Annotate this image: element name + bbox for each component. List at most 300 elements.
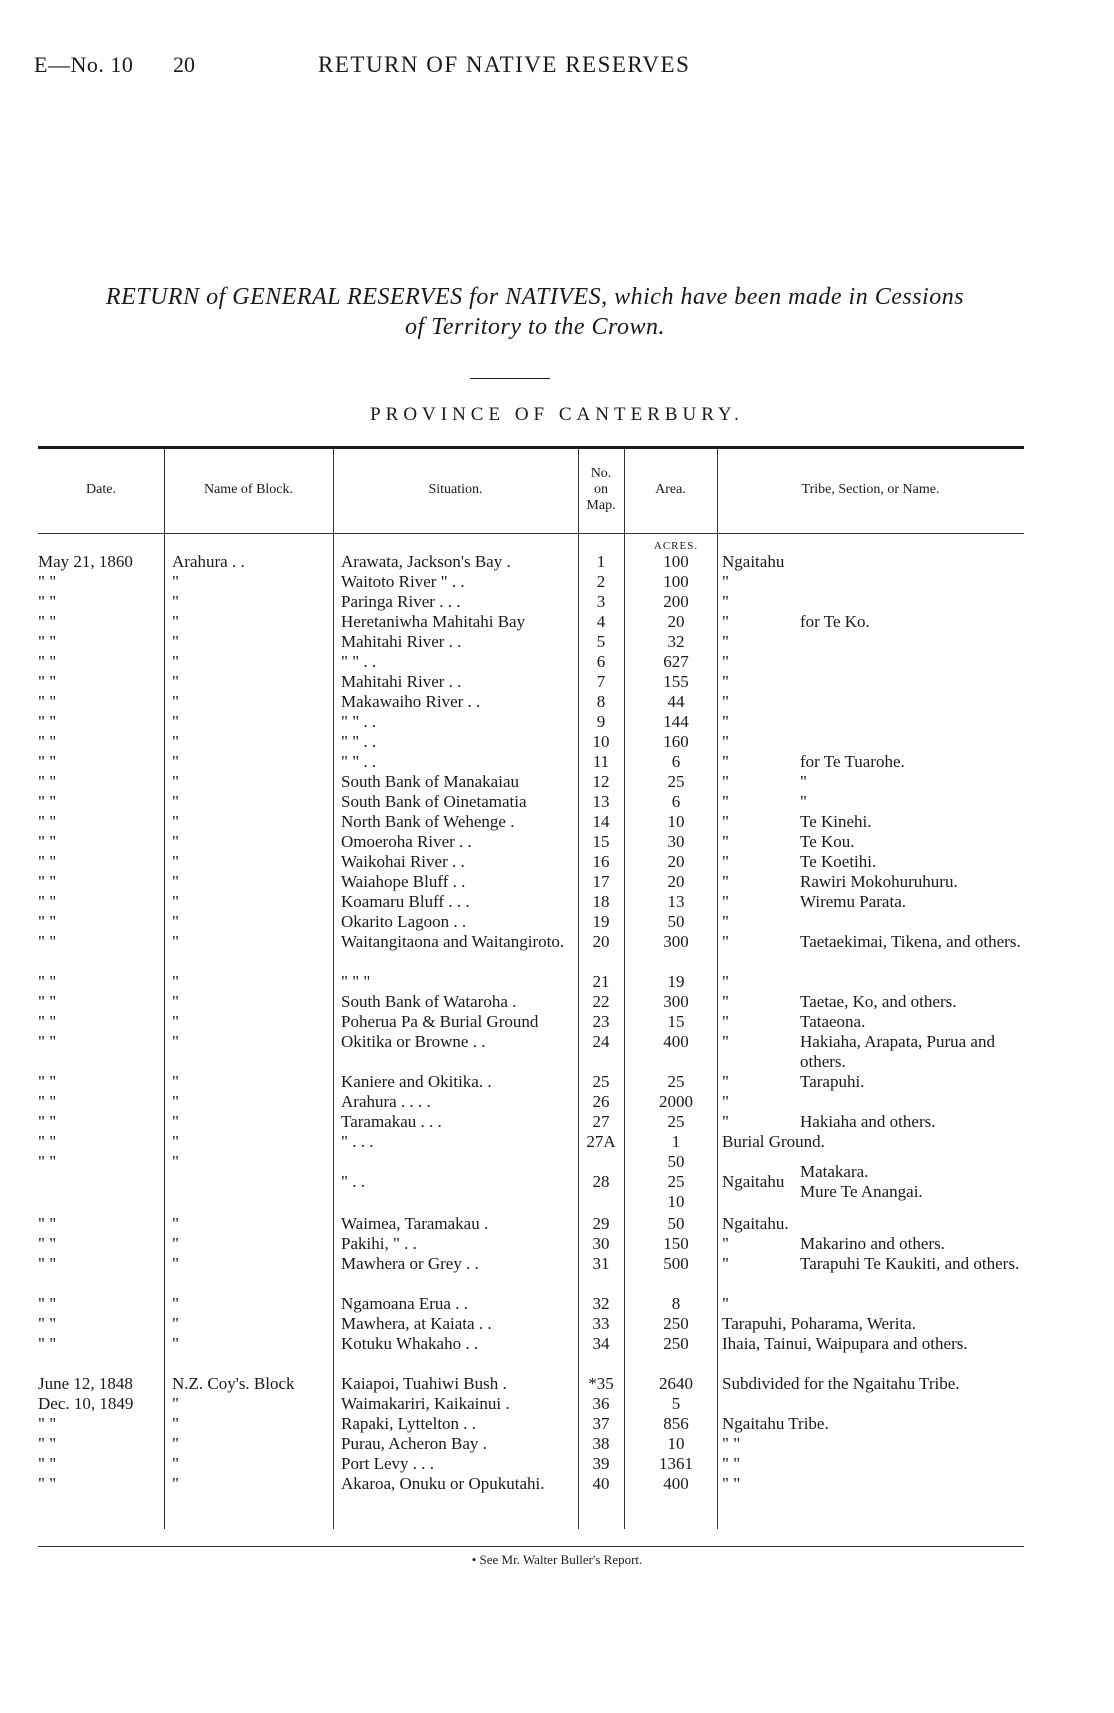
- cell-area: 8: [671, 1294, 681, 1313]
- table-row: [0, 632, 1114, 652]
- cell-block: ": [172, 1092, 179, 1111]
- cell-block: ": [172, 1414, 179, 1433]
- cell-situation: Waitoto River " . .: [341, 572, 465, 591]
- cell-situation: Makawaiho River . .: [341, 692, 481, 711]
- cell-map-number: 29: [592, 1214, 610, 1233]
- table-row: [0, 1414, 1114, 1434]
- cell-situation: " " . .: [341, 652, 377, 671]
- cell-date: " ": [38, 1314, 57, 1333]
- cell-situation: Poherua Pa & Burial Ground: [341, 1012, 539, 1031]
- cell-situation: Paringa River . . .: [341, 592, 461, 611]
- cell-situation: Koamaru Bluff . . .: [341, 892, 470, 911]
- cell-date: " ": [38, 1214, 57, 1233]
- cell-tribe: ": [722, 672, 729, 691]
- cell-block: ": [172, 832, 179, 851]
- cell-block: ": [172, 672, 179, 691]
- cell-tribe: ": [722, 732, 729, 751]
- cell-date: " ": [38, 1294, 57, 1313]
- cell-tribe: ": [722, 1234, 729, 1253]
- cell-situation: Mawhera, at Kaiata . .: [341, 1314, 492, 1333]
- cell-area: 50: [667, 912, 685, 931]
- cell-area: 2000: [659, 1092, 693, 1111]
- cell-tribe: ": [722, 572, 729, 591]
- cell-section-name: Makarino and others.: [800, 1234, 945, 1253]
- cell-map-number: 40: [592, 1474, 610, 1493]
- cell-tribe: ": [722, 832, 729, 851]
- cell-area: 100: [663, 552, 689, 571]
- cell-situation: South Bank of Manakaiau: [341, 772, 519, 791]
- cell-map-number: 22: [592, 992, 610, 1011]
- cell-area: 627: [663, 652, 689, 671]
- cell-block: ": [172, 1012, 179, 1031]
- cell-situation: Pakihi, " . .: [341, 1234, 417, 1253]
- cell-area: 400: [663, 1032, 689, 1051]
- table-row: [0, 1474, 1114, 1514]
- footnote: • See Mr. Walter Buller's Report.: [471, 1552, 643, 1567]
- table-row: [0, 1294, 1114, 1314]
- cell-situation: Kaniere and Okitika. .: [341, 1072, 492, 1091]
- cell-date: " ": [38, 632, 57, 651]
- cell-block: ": [172, 692, 179, 711]
- table-row: [0, 1112, 1114, 1132]
- cell-section-name: Tataeona.: [800, 1012, 866, 1031]
- cell-area: 500: [663, 1254, 689, 1273]
- running-title: RETURN OF NATIVE RESERVES: [318, 52, 691, 77]
- cell-situation: Port Levy . . .: [341, 1454, 435, 1473]
- cell-area: 25: [667, 1112, 685, 1131]
- cell-situation: Mahitahi River . .: [341, 672, 462, 691]
- cell-map-number: 32: [592, 1294, 610, 1313]
- cell-tribe: ": [722, 712, 729, 731]
- cell-area: 20: [667, 612, 685, 631]
- cell-date: " ": [38, 1112, 57, 1131]
- cell-date: " ": [38, 812, 57, 831]
- document-title-line-1: RETURN of GENERAL RESERVES for NATIVES, which have been made in Cessions: [105, 284, 965, 310]
- cell-area: 20: [667, 872, 685, 891]
- cell-date: " ": [38, 712, 57, 731]
- cell-block: ": [172, 1474, 179, 1493]
- cell-date: " ": [38, 792, 57, 811]
- cell-block: ": [172, 1214, 179, 1233]
- cell-block: ": [172, 712, 179, 731]
- cell-situation: Heretaniwha Mahitahi Bay: [341, 612, 526, 631]
- cell-tribe: Ngaitahu: [722, 1172, 785, 1191]
- title-divider: [470, 378, 550, 379]
- cell-situation: Rapaki, Lyttelton . .: [341, 1414, 477, 1433]
- cell-tribe: ": [722, 1092, 729, 1111]
- cell-map-number: 4: [596, 612, 606, 631]
- table-row: [0, 912, 1114, 932]
- cell-area: 144: [663, 712, 689, 731]
- cell-date: " ": [38, 892, 57, 911]
- cell-situation: Okarito Lagoon . .: [341, 912, 467, 931]
- cell-area: 6: [671, 752, 681, 771]
- table-row: [0, 1374, 1114, 1394]
- table-row: [0, 1092, 1114, 1112]
- cell-date: " ": [38, 912, 57, 931]
- cell-map-number: 17: [592, 872, 610, 891]
- cell-situation: " " . .: [341, 732, 377, 751]
- cell-map-number: *35: [588, 1374, 614, 1393]
- header-map-line-3: Map.: [586, 498, 616, 513]
- cell-block: ": [172, 752, 179, 771]
- cell-tribe: Burial Ground.: [722, 1132, 825, 1151]
- cell-section-name: Wiremu Parata.: [800, 892, 906, 911]
- cell-map-number: 5: [596, 632, 606, 651]
- cell-map-number: 3: [596, 592, 606, 611]
- cell-map-number: 25: [592, 1072, 610, 1091]
- cell-block: ": [172, 1434, 179, 1453]
- table-row: " " " " . . 28 50 25 10 Ngaitahu Matakara. Mure Te Anangai.: [0, 1152, 1114, 1212]
- cell-date: " ": [38, 852, 57, 871]
- cell-date: " ": [38, 1414, 57, 1433]
- cell-block: ": [172, 852, 179, 871]
- cell-block: ": [172, 772, 179, 791]
- cell-situation: " . . .: [341, 1132, 374, 1151]
- header-tribe: Tribe, Section, or Name.: [801, 482, 940, 497]
- header-map-number: [578, 466, 624, 514]
- cell-section-name: Taetae, Ko, and others.: [800, 992, 957, 1011]
- table-row: [0, 652, 1114, 672]
- cell-tribe: ": [722, 752, 729, 771]
- cell-tribe: ": [722, 652, 729, 671]
- cell-map-number: 34: [592, 1334, 610, 1353]
- cell-section-name: Te Koetihi.: [800, 852, 877, 871]
- cell-map-number: 28: [592, 1172, 610, 1191]
- cell-section-name: for Te Tuarohe.: [800, 752, 905, 771]
- cell-date: " ": [38, 1474, 57, 1493]
- cell-area: 155: [663, 672, 689, 691]
- table-row: [0, 1234, 1114, 1254]
- cell-situation: Arahura . . . .: [341, 1092, 431, 1111]
- table-row: [0, 1072, 1114, 1092]
- cell-area: 25: [667, 772, 685, 791]
- table-row: [0, 552, 1114, 572]
- cell-tribe: " ": [722, 1474, 741, 1493]
- cell-date: " ": [38, 992, 57, 1011]
- cell-tribe: Tarapuhi, Poharama, Werita.: [722, 1314, 916, 1333]
- cell-block: ": [172, 1334, 179, 1353]
- cell-tribe: ": [722, 632, 729, 651]
- table-row: [0, 1132, 1114, 1152]
- table-row: [0, 992, 1114, 1012]
- cell-situation: Taramakau . . .: [341, 1112, 442, 1131]
- cell-tribe: Ngaitahu: [722, 552, 785, 571]
- cell-area: 200: [663, 592, 689, 611]
- cell-map-number: 13: [592, 792, 610, 811]
- cell-map-number: 7: [596, 672, 606, 691]
- cell-block: ": [172, 1314, 179, 1333]
- cell-date: " ": [38, 1152, 57, 1171]
- cell-block: ": [172, 1072, 179, 1091]
- document-title: [30, 282, 1040, 342]
- cell-area: 250: [663, 1334, 689, 1353]
- cell-block: ": [172, 812, 179, 831]
- table-row: [0, 812, 1114, 832]
- cell-date: " ": [38, 572, 57, 591]
- cell-block: ": [172, 992, 179, 1011]
- cell-date: " ": [38, 1032, 57, 1051]
- header-situation: Situation.: [428, 482, 483, 497]
- province-heading: PROVINCE OF CANTERBURY.: [370, 404, 744, 425]
- cell-area: 10: [667, 1434, 685, 1453]
- cell-date: " ": [38, 1012, 57, 1031]
- cell-map-number: 38: [592, 1434, 610, 1453]
- cell-section-name: Tarapuhi Te Kaukiti, and others.: [800, 1254, 1020, 1273]
- cell-situation: " . .: [341, 1172, 365, 1191]
- cell-date: " ": [38, 672, 57, 691]
- cell-block: ": [172, 732, 179, 751]
- cell-map-number: 36: [592, 1394, 610, 1413]
- cell-area: 300: [663, 992, 689, 1011]
- cell-situation: North Bank of Wehenge .: [341, 812, 515, 831]
- running-head: [0, 52, 1114, 84]
- cell-map-number: 10: [592, 732, 610, 751]
- header-map-line-2: on: [594, 482, 608, 497]
- table-row: [0, 832, 1114, 852]
- series-number: E—No. 10: [34, 52, 134, 77]
- cell-block: ": [172, 892, 179, 911]
- cell-tribe: Subdivided for the Ngaitahu Tribe.: [722, 1374, 960, 1393]
- cell-tribe: ": [722, 992, 729, 1011]
- cell-tribe: Ngaitahu.: [722, 1214, 789, 1233]
- cell-map-number: 2: [596, 572, 606, 591]
- cell-map-number: 1: [596, 552, 606, 571]
- cell-date: " ": [38, 592, 57, 611]
- cell-map-number: 15: [592, 832, 610, 851]
- cell-tribe: ": [722, 1112, 729, 1131]
- cell-block: ": [172, 872, 179, 891]
- cell-tribe: ": [722, 612, 729, 631]
- header-map-line-1: No.: [590, 466, 612, 481]
- cell-situation: Akaroa, Onuku or Opukutahi.: [341, 1474, 545, 1493]
- cell-map-number: 23: [592, 1012, 610, 1031]
- cell-section-name: Hakiaha, Arapata, Purua and others.: [800, 1032, 995, 1071]
- table-row: [0, 972, 1114, 992]
- cell-block: ": [172, 792, 179, 811]
- cell-date: " ": [38, 1454, 57, 1473]
- table-row: [0, 592, 1114, 612]
- cell-tribe: ": [722, 932, 729, 951]
- cell-map-number: 26: [592, 1092, 610, 1111]
- cell-situation: Okitika or Browne . .: [341, 1032, 486, 1051]
- table-row: [0, 692, 1114, 712]
- cell-situation: " " . .: [341, 712, 377, 731]
- cell-date: " ": [38, 1132, 57, 1151]
- table-row: [0, 1454, 1114, 1474]
- cell-tribe: ": [722, 892, 729, 911]
- table-row: [0, 1434, 1114, 1454]
- cell-date: " ": [38, 872, 57, 891]
- cell-block: ": [172, 632, 179, 651]
- cell-area: 10: [667, 812, 685, 831]
- cell-date: " ": [38, 1234, 57, 1253]
- table-row: [0, 752, 1114, 772]
- cell-situation: Waiahope Bluff . .: [341, 872, 466, 891]
- cell-section-name: Tarapuhi.: [800, 1072, 865, 1091]
- table-row: [0, 1314, 1114, 1334]
- cell-situation: Mahitahi River . .: [341, 632, 462, 651]
- cell-area: 150: [663, 1234, 689, 1253]
- cell-area: 20: [667, 852, 685, 871]
- header-date: Date.: [86, 482, 116, 497]
- cell-situation: Waimakariri, Kaikainui .: [341, 1394, 510, 1413]
- cell-block: ": [172, 1112, 179, 1131]
- cell-tribe: " ": [722, 1454, 741, 1473]
- cell-tribe: Ngaitahu Tribe.: [722, 1414, 829, 1433]
- table-row: [0, 872, 1114, 892]
- cell-situation: " " ": [341, 972, 371, 991]
- cell-map-number: 14: [592, 812, 610, 831]
- table-row: [0, 892, 1114, 912]
- cell-tribe: ": [722, 1012, 729, 1031]
- cell-situation: " " . .: [341, 752, 377, 771]
- table-row: [0, 1254, 1114, 1294]
- cell-tribe: ": [722, 1072, 729, 1091]
- cell-area: 1361: [659, 1454, 693, 1473]
- cell-section-name: ": [800, 792, 807, 811]
- cell-tribe: ": [722, 692, 729, 711]
- cell-situation: Kaiapoi, Tuahiwi Bush .: [341, 1374, 507, 1393]
- table-header-rule: [38, 533, 1024, 534]
- cell-tribe: ": [722, 1254, 729, 1273]
- cell-situation: Kotuku Whakaho . .: [341, 1334, 479, 1353]
- cell-tribe: ": [722, 972, 729, 991]
- cell-section-name: Te Kinehi.: [800, 812, 872, 831]
- cell-area: 15: [667, 1012, 685, 1031]
- table-row: [0, 852, 1114, 872]
- header-block: Name of Block.: [203, 482, 294, 497]
- cell-section-name: Rawiri Mokohuruhuru.: [800, 872, 958, 891]
- cell-date: " ": [38, 972, 57, 991]
- cell-block: ": [172, 652, 179, 671]
- cell-date: " ": [38, 1072, 57, 1091]
- cell-block: ": [172, 1394, 179, 1413]
- cell-area: 856: [663, 1414, 689, 1433]
- cell-tribe: ": [722, 1294, 729, 1313]
- table-row: [0, 732, 1114, 752]
- cell-area: 50 25 10: [667, 1152, 685, 1211]
- cell-area: 250: [663, 1314, 689, 1333]
- table-row: [0, 672, 1114, 692]
- cell-area: 160: [663, 732, 689, 751]
- cell-map-number: 30: [592, 1234, 610, 1253]
- cell-tribe: ": [722, 812, 729, 831]
- cell-area: 300: [663, 932, 689, 951]
- cell-block: ": [172, 972, 179, 991]
- cell-situation: Waitangitaona and Waitangiroto.: [341, 932, 565, 951]
- cell-map-number: 11: [592, 752, 610, 771]
- cell-tribe: ": [722, 872, 729, 891]
- cell-date: " ": [38, 692, 57, 711]
- cell-map-number: 16: [592, 852, 610, 871]
- cell-map-number: 27A: [586, 1132, 616, 1151]
- cell-date: " ": [38, 932, 57, 951]
- cell-map-number: 6: [596, 652, 606, 671]
- cell-map-number: 24: [592, 1032, 610, 1051]
- document-title-line-2: of Territory to the Crown.: [405, 314, 665, 340]
- cell-situation: Omoeroha River . .: [341, 832, 472, 851]
- cell-tribe: ": [722, 912, 729, 931]
- cell-date: " ": [38, 752, 57, 771]
- cell-map-number: 18: [592, 892, 610, 911]
- table-bottom-rule: [38, 1546, 1024, 1547]
- table-row: [0, 1394, 1114, 1414]
- cell-area: 5: [671, 1394, 681, 1413]
- cell-block: ": [172, 612, 179, 631]
- cell-section-name: Hakiaha and others.: [800, 1112, 936, 1131]
- cell-map-number: 31: [592, 1254, 610, 1273]
- cell-block: ": [172, 1032, 179, 1051]
- cell-date: " ": [38, 612, 57, 631]
- reserves-table: [0, 552, 1114, 1542]
- cell-tribe: ": [722, 852, 729, 871]
- cell-map-number: 9: [596, 712, 606, 731]
- cell-date: " ": [38, 652, 57, 671]
- table-row: [0, 572, 1114, 592]
- cell-block: N.Z. Coy's. Block: [172, 1374, 295, 1393]
- cell-area: 44: [667, 692, 685, 711]
- cell-section-name: Taetaekimai, Tikena, and others.: [800, 932, 1021, 951]
- cell-map-number: 27: [592, 1112, 610, 1131]
- cell-area: 2640: [659, 1374, 693, 1393]
- cell-date: June 12, 1848: [38, 1374, 133, 1393]
- cell-section-name: ": [800, 772, 807, 791]
- acres-unit-label: ACRES.: [653, 540, 699, 552]
- cell-tribe: Ihaia, Tainui, Waipupara and others.: [722, 1334, 968, 1353]
- cell-date: " ": [38, 1092, 57, 1111]
- table-row: [0, 792, 1114, 812]
- cell-area: 25: [667, 1072, 685, 1091]
- cell-date: Dec. 10, 1849: [38, 1394, 134, 1413]
- cell-map-number: 21: [592, 972, 610, 991]
- cell-block: ": [172, 1294, 179, 1313]
- cell-map-number: 19: [592, 912, 610, 931]
- table-row: [0, 1012, 1114, 1032]
- header-area: Area.: [655, 482, 686, 497]
- cell-map-number: 8: [596, 692, 606, 711]
- cell-tribe: ": [722, 1032, 729, 1051]
- cell-tribe: ": [722, 772, 729, 791]
- cell-area: 30: [667, 832, 685, 851]
- cell-tribe: " ": [722, 1434, 741, 1453]
- cell-area: 1: [671, 1132, 681, 1151]
- cell-area: 6: [671, 792, 681, 811]
- table-row: [0, 932, 1114, 972]
- table-row: [0, 1334, 1114, 1374]
- cell-area: 13: [667, 892, 685, 911]
- cell-situation: Arawata, Jackson's Bay .: [341, 552, 511, 571]
- cell-block: ": [172, 572, 179, 591]
- page-number: 20: [173, 52, 195, 77]
- cell-date: " ": [38, 732, 57, 751]
- cell-situation: Purau, Acheron Bay .: [341, 1434, 487, 1453]
- cell-date: " ": [38, 1254, 57, 1273]
- cell-situation: South Bank of Wataroha .: [341, 992, 517, 1011]
- cell-block: ": [172, 592, 179, 611]
- table-row: [0, 1032, 1114, 1072]
- cell-date: " ": [38, 832, 57, 851]
- cell-block: Arahura . .: [172, 552, 245, 571]
- cell-block: ": [172, 1132, 179, 1151]
- table-row: [0, 1214, 1114, 1234]
- cell-block: ": [172, 912, 179, 931]
- cell-block: ": [172, 1234, 179, 1253]
- cell-section-name: Te Kou.: [800, 832, 855, 851]
- cell-area: 19: [667, 972, 685, 991]
- cell-date: May 21, 1860: [38, 552, 133, 571]
- table-row: [0, 712, 1114, 732]
